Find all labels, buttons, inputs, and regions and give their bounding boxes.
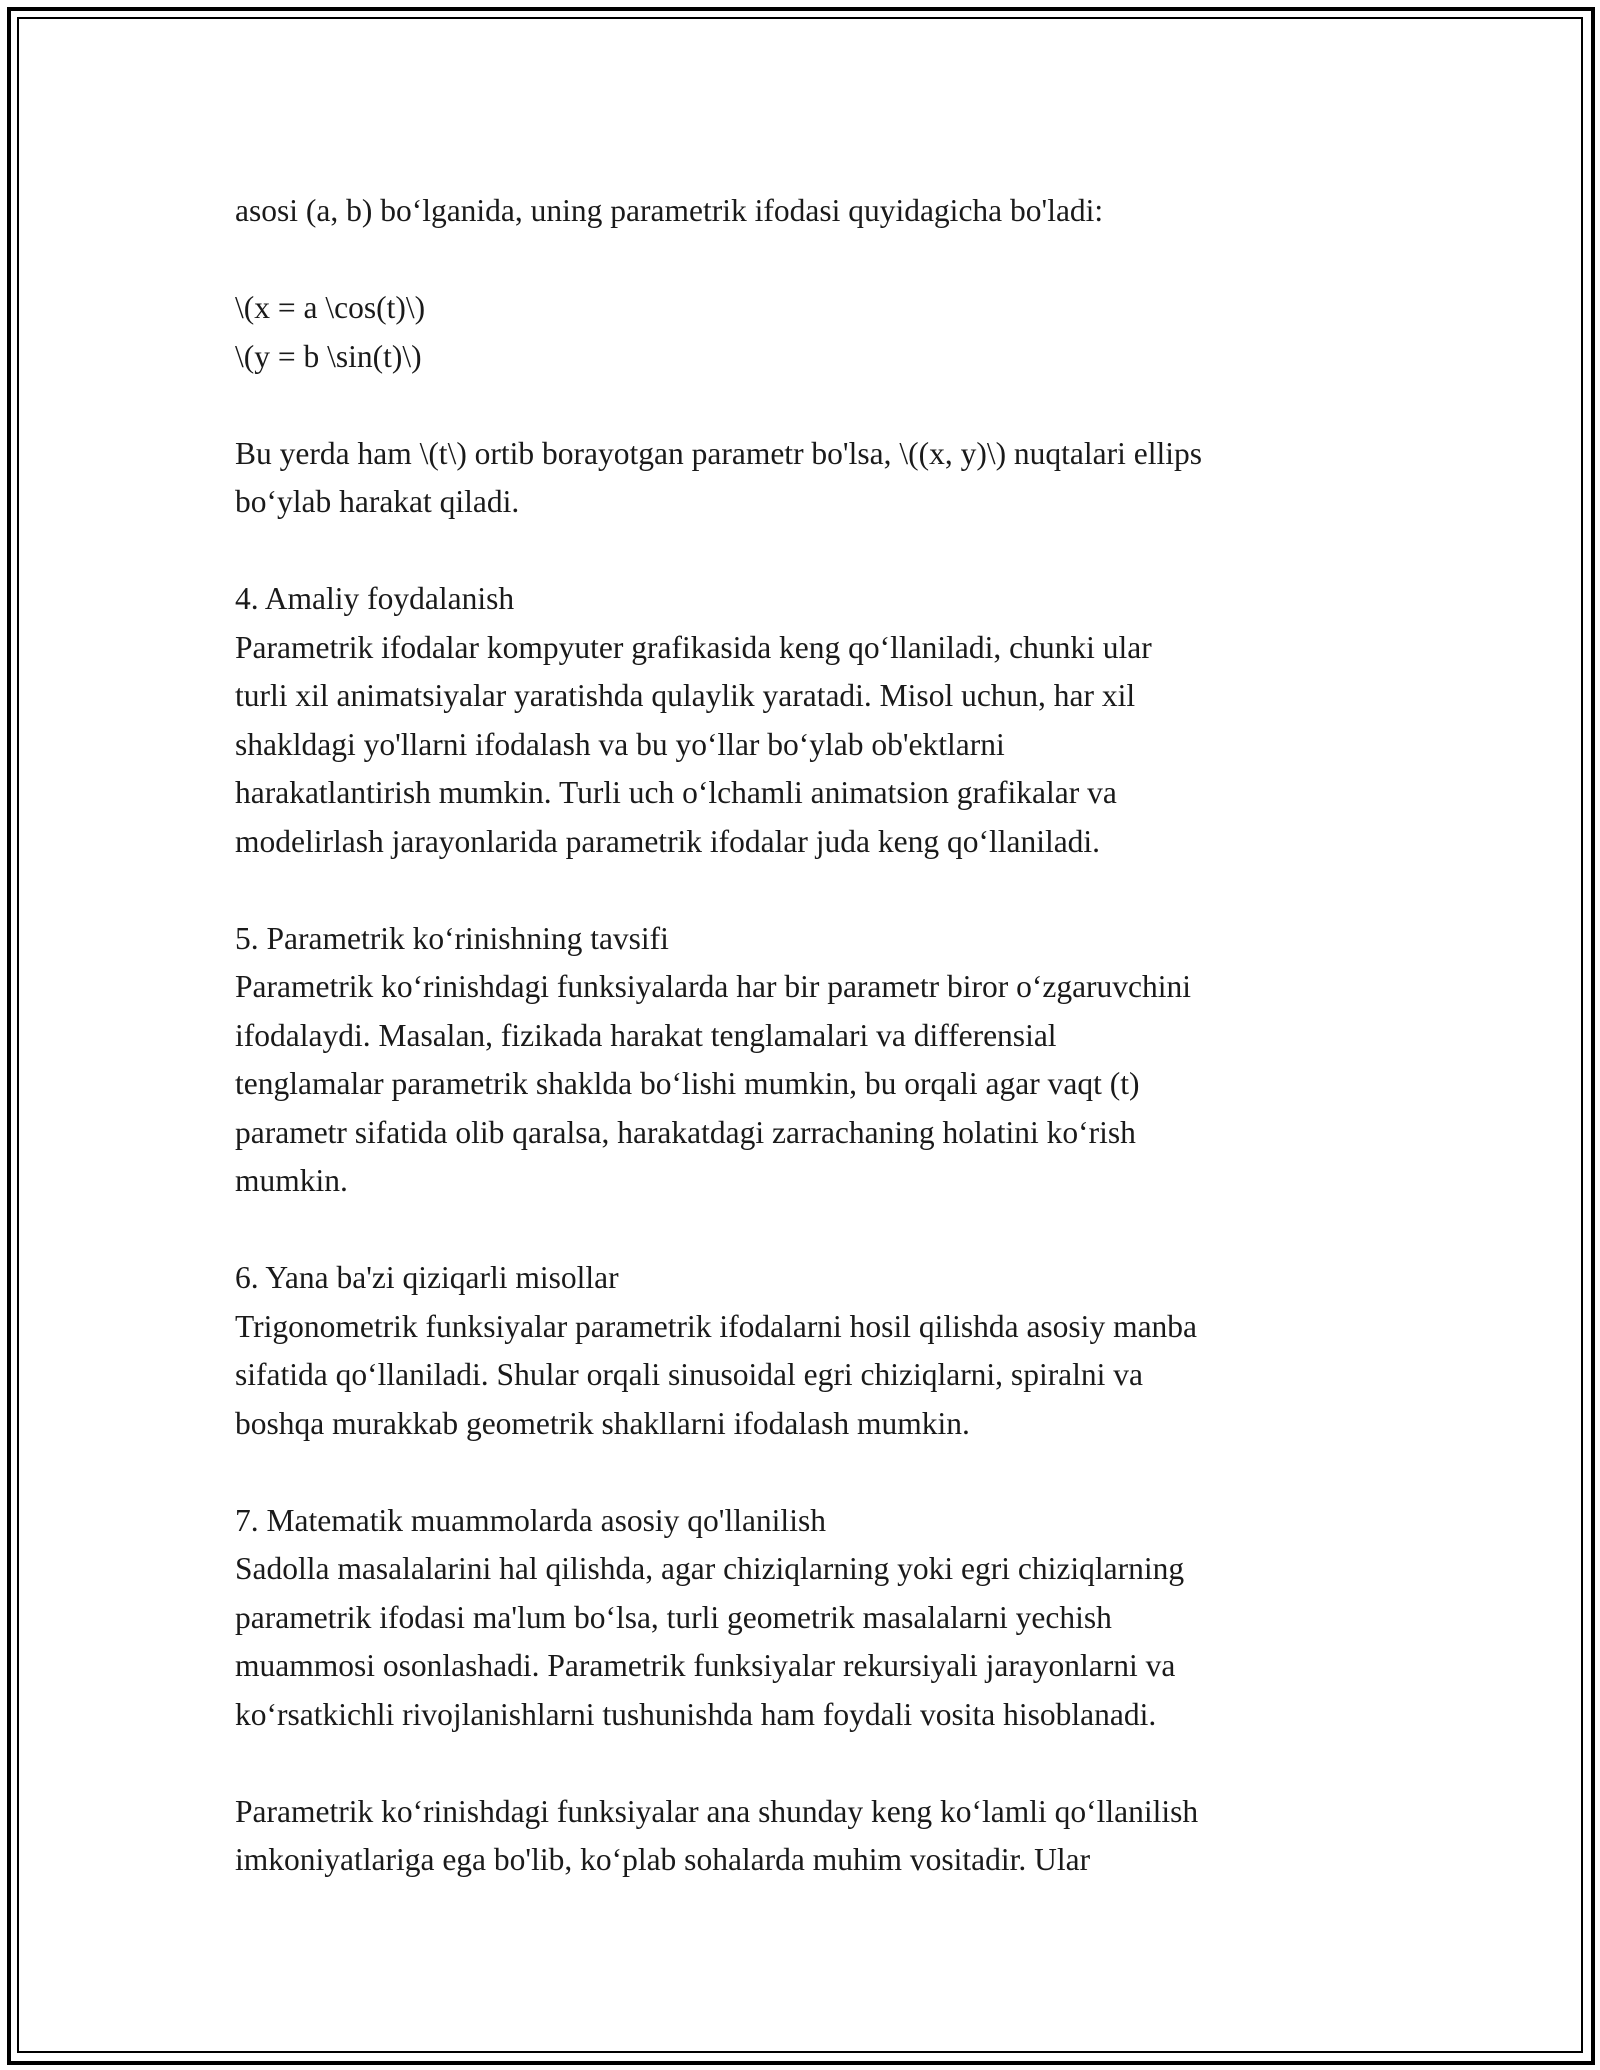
paragraph-line: ko‘rsatkichli rivojlanishlarni tushunishda ham foydali vosita hisoblanadi. [235,1696,1157,1732]
paragraph-line: turli xil animatsiyalar yaratishda qulaylik yaratadi. Misol uchun, har xil [235,678,1136,713]
paragraph-line: bo‘ylab harakat qiladi. [235,484,520,519]
paragraph-line: Parametrik ko‘rinishdagi funksiyalar ana shunday keng ko‘lamli qo‘llanilish [235,1793,1199,1829]
paragraph-line: parametrik ifodasi ma'lum bo‘lsa, turli geometrik masalalarni yechish [235,1599,1112,1635]
spacer [235,527,1385,576]
paragraph-line: Trigonometrik funksiyalar parametrik ifodalarni hosil qilishda asosiy manba [235,1308,1198,1344]
section-amaliy-foydalanish [235,575,1385,866]
paragraph-line: imkoniyatlariga ega bo'lib, ko‘plab sohalarda muhim vositadir. Ular [235,1842,1091,1877]
paragraph-line: boshqa murakkab geometrik shakllarni ifodalash mumkin. [235,1405,970,1441]
section-heading: 6. Yana ba'zi qiziqarli misollar [235,1260,619,1295]
paragraph-line: harakatlantirish mumkin. Turli uch o‘lchamli animatsion grafikalar va [235,775,1117,810]
paragraph-line: tenglamalar parametrik shaklda bo‘lishi mumkin, bu orqali agar vaqt (t) [235,1066,1140,1101]
paragraph-line: muammosi osonlashadi. Parametrik funksiyalar rekursiyali jarayonlarni va [235,1648,1176,1683]
section-matematik-muammolar [235,1497,1385,1740]
ellipse-note-paragraph [235,430,1385,527]
section-heading: 4. Amaliy foydalanish [235,581,515,616]
paragraph-line: Parametrik ifodalar kompyuter grafikasida keng qo‘llaniladi, chunki ular [235,629,1152,665]
section-heading: 7. Matematik muammolarda asosiy qo'llanilish [235,1502,826,1538]
spacer [235,866,1385,915]
spacer [235,236,1385,285]
paragraph-line: sifatida qo‘llaniladi. Shular orqali sinusoidal egri chiziqlarni, spiralni va [235,1357,1144,1392]
paragraph-line: Parametrik ko‘rinishdagi funksiyalarda har bir parametr biror o‘zgaruvchini [235,969,1192,1004]
paragraph-line: Bu yerda ham \(t\) ortib borayotgan parametr bo'lsa, \((x, y)\) nuqtalari ellips [235,435,1203,471]
paragraph-line: mumkin. [235,1163,348,1198]
spacer [235,1448,1385,1497]
paragraph-line: ifodalaydi. Masalan, fizikada harakat tenglamalari va differensial [235,1017,1057,1053]
paragraph-line: modelirlash jarayonlarida parametrik ifodalar juda keng qo‘llaniladi. [235,823,1101,859]
formula-block [235,284,1385,381]
spacer [235,381,1385,430]
spacer [235,1739,1385,1788]
document-body [235,187,1385,1885]
section-parametrik-korinish [235,915,1385,1206]
formula-x: \(x = a \cos(t)\) [235,290,426,325]
paragraph-line: shakldagi yo'llarni ifodalash va bu yo‘llar bo‘ylab ob'ektlarni [235,726,1005,762]
intro-paragraph [235,187,1385,236]
section-qiziqarli-misollar [235,1254,1385,1448]
intro-line: asosi (a, b) bo‘lganida, uning parametrik ifodasi quyidagicha bo'ladi: [235,193,1104,228]
section-heading: 5. Parametrik ko‘rinishning tavsifi [235,920,669,956]
spacer [235,1206,1385,1255]
formula-y: \(y = b \sin(t)\) [235,338,422,374]
paragraph-line: Sadolla masalalarini hal qilishda, agar chiziqlarning yoki egri chiziqlarning [235,1551,1185,1586]
paragraph-line: parametr sifatida olib qaralsa, harakatdagi zarrachaning holatini ko‘rish [235,1114,1136,1150]
closing-paragraph [235,1788,1385,1885]
